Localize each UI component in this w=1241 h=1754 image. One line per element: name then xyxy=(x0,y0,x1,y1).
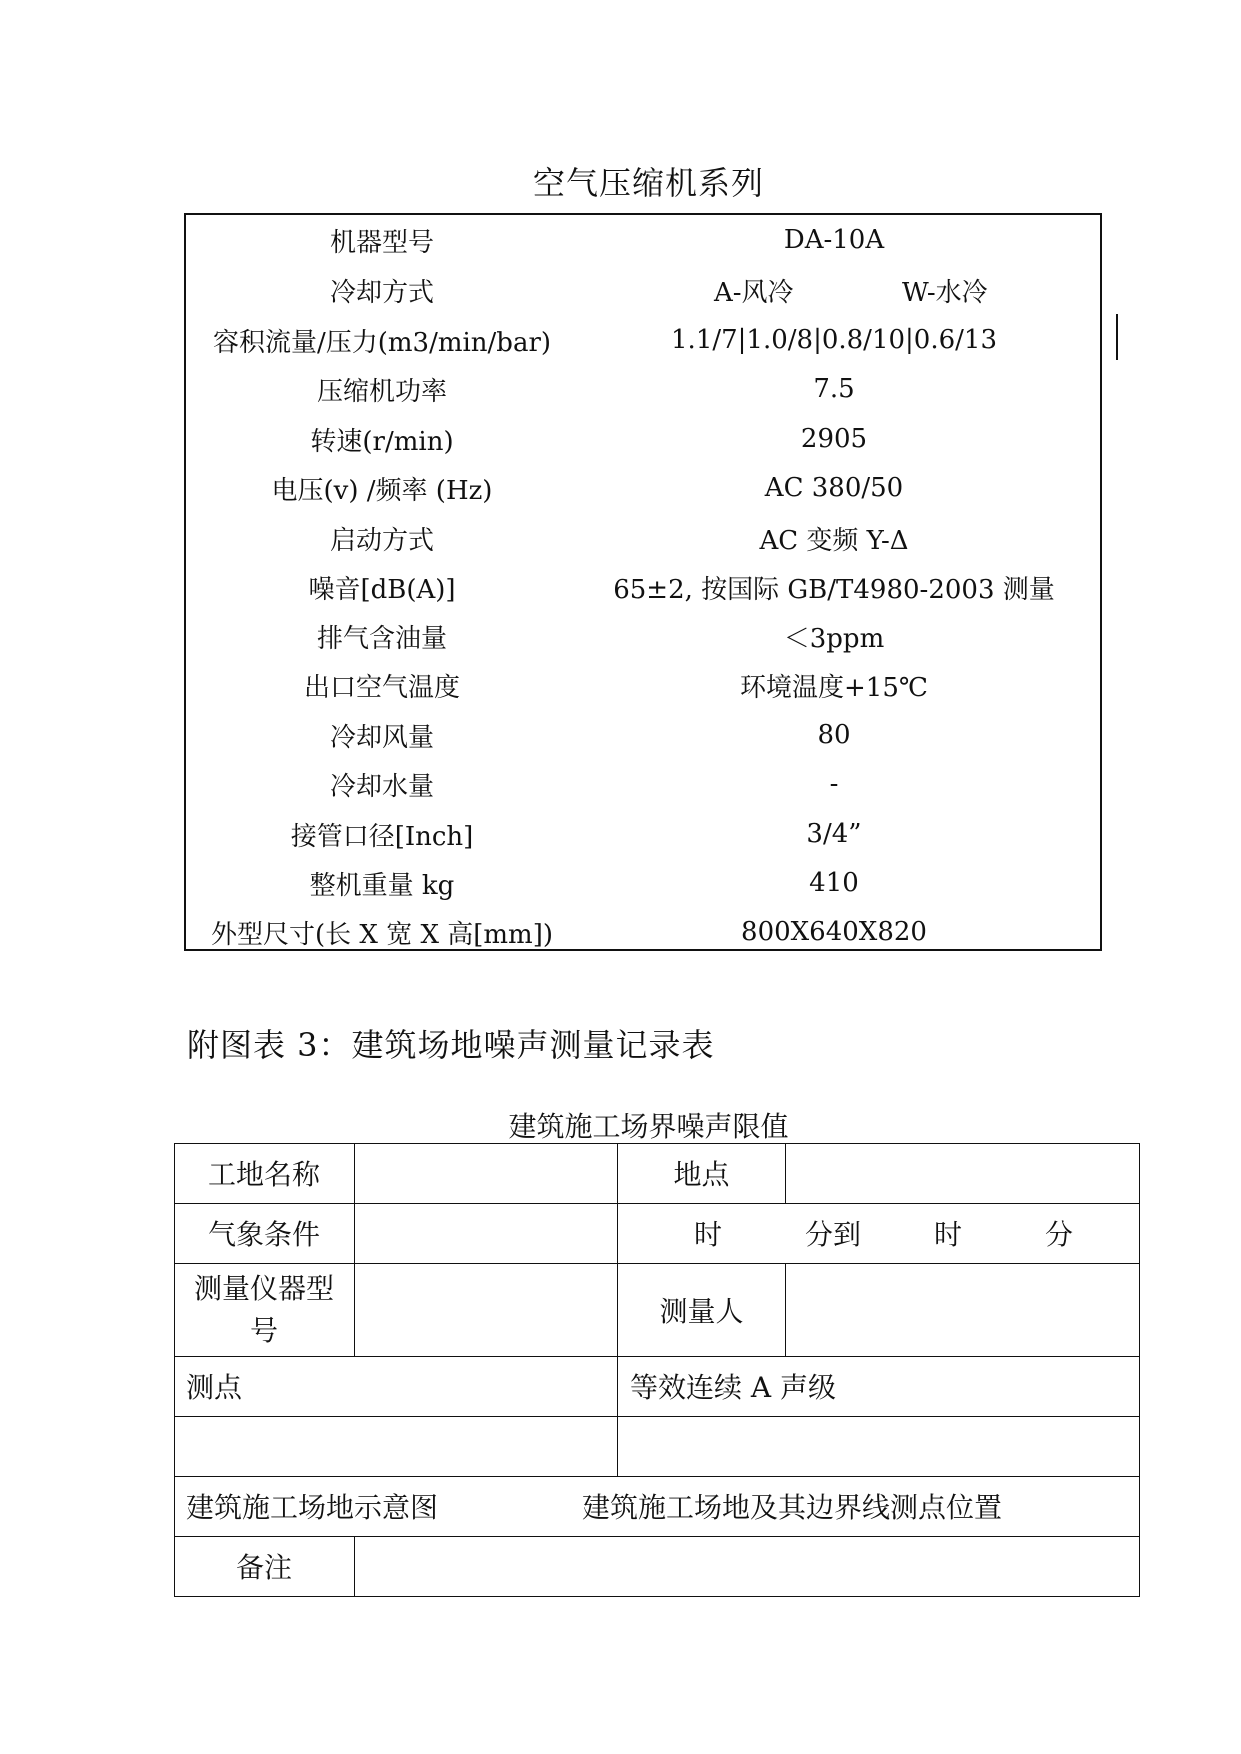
spec-row-dimension xyxy=(186,907,1100,957)
spec-row-cooling xyxy=(186,265,1100,315)
spec-value: AC 380/50 xyxy=(764,473,904,503)
cooling-air-option: A-风冷 xyxy=(714,277,794,308)
spec-value: 1.1/7|1.0/8|0.8/10|0.6/13 xyxy=(671,325,997,355)
spec-value: - xyxy=(829,769,839,799)
table-caption: 建筑施工场界噪声限值 xyxy=(508,1110,789,1143)
spec-row-noise xyxy=(186,562,1100,612)
spec-label: 冷却水量 xyxy=(329,771,434,802)
measure-point-label: 测点 xyxy=(186,1371,243,1404)
time-minute-to: 分到 xyxy=(805,1218,862,1251)
remarks-label: 备注 xyxy=(235,1551,292,1584)
spec-value: 800X640X820 xyxy=(741,917,927,947)
spec-value: 3/4” xyxy=(806,819,862,849)
spec-row-start xyxy=(186,513,1100,563)
spec-label: 容积流量/压力(m3/min/bar) xyxy=(212,327,552,358)
spec-label: 压缩机功率 xyxy=(316,376,447,407)
spec-label: 出口空气温度 xyxy=(303,672,460,703)
table-rule xyxy=(1139,1143,1140,1597)
spec-row-water-volume xyxy=(186,759,1100,809)
instrument-field[interactable] xyxy=(355,1264,617,1356)
spec-value: 65±2, 按国际 GB/T4980-2003 测量 xyxy=(613,574,1055,605)
noise-record-table xyxy=(174,1143,1140,1597)
spec-label: 机器型号 xyxy=(329,227,434,258)
spec-row-power xyxy=(186,364,1100,414)
time-hour-end: 时 xyxy=(934,1218,963,1251)
location-field[interactable] xyxy=(786,1144,1139,1203)
sound-level-label: 等效连续 A 声级 xyxy=(630,1371,837,1404)
instrument-label xyxy=(174,1263,354,1356)
spec-value: AC 变频 Y-Δ xyxy=(759,525,909,556)
boundary-points-label: 建筑施工场地及其边界线测点位置 xyxy=(582,1491,1003,1524)
document-title: 空气压缩机系列 xyxy=(532,164,764,202)
spec-row-flow xyxy=(186,315,1100,365)
instrument-label-line2: 号 xyxy=(249,1313,278,1347)
surveyor-label: 测量人 xyxy=(659,1294,744,1328)
spec-row-air-volume xyxy=(186,710,1100,760)
spec-label: 电压(v) /频率 (Hz) xyxy=(271,475,493,506)
spec-value: 7.5 xyxy=(813,374,855,404)
spec-label: 噪音[dB(A)] xyxy=(308,574,456,605)
spec-row-oil xyxy=(186,611,1100,661)
time-minute-end: 分 xyxy=(1045,1218,1074,1251)
time-range[interactable] xyxy=(618,1203,1139,1263)
spec-value: 410 xyxy=(809,868,859,898)
spec-label: 冷却方式 xyxy=(329,277,434,308)
spec-value: ＜3ppm xyxy=(783,623,885,654)
section-heading: 附图表 3：建筑场地噪声测量记录表 xyxy=(187,1026,715,1064)
cooling-water-option: W-水冷 xyxy=(902,277,988,308)
site-sketch-label: 建筑施工场地示意图 xyxy=(186,1491,439,1524)
instrument-label-line1: 测量仪器型 xyxy=(193,1271,334,1305)
spec-row-outlet-temp xyxy=(186,660,1100,710)
remarks-field[interactable] xyxy=(355,1537,1139,1596)
spec-row-speed xyxy=(186,414,1100,464)
spec-label: 转速(r/min) xyxy=(310,426,454,457)
surveyor-field[interactable] xyxy=(786,1264,1139,1356)
spec-table xyxy=(184,213,1102,951)
sound-level-field[interactable] xyxy=(618,1417,1139,1476)
spec-row-pipe xyxy=(186,809,1100,859)
spec-value: DA-10A xyxy=(783,225,885,255)
spec-value: 2905 xyxy=(800,424,868,454)
spec-label: 接管口径[Inch] xyxy=(290,821,474,852)
weather-field[interactable] xyxy=(355,1204,617,1263)
spec-row-voltage xyxy=(186,463,1100,513)
spec-label: 排气含油量 xyxy=(316,623,447,654)
site-name-field[interactable] xyxy=(355,1144,617,1203)
weather-label: 气象条件 xyxy=(207,1218,320,1251)
spec-row-model xyxy=(186,215,1100,265)
site-name-label: 工地名称 xyxy=(207,1158,320,1191)
location-label: 地点 xyxy=(673,1158,730,1191)
spec-label: 冷却风量 xyxy=(329,722,434,753)
table-rule xyxy=(174,1596,1140,1597)
spec-value: 环境温度+15℃ xyxy=(740,672,928,703)
text-cursor-mark xyxy=(1116,314,1118,360)
measure-point-field[interactable] xyxy=(175,1417,617,1476)
spec-row-weight xyxy=(186,858,1100,908)
spec-label: 启动方式 xyxy=(329,525,434,556)
spec-label: 外型尺寸(长 X 宽 X 高[mm]) xyxy=(211,919,553,950)
spec-label: 整机重量 kg xyxy=(309,870,455,901)
spec-value: 80 xyxy=(817,720,851,750)
time-hour-start: 时 xyxy=(694,1218,723,1251)
